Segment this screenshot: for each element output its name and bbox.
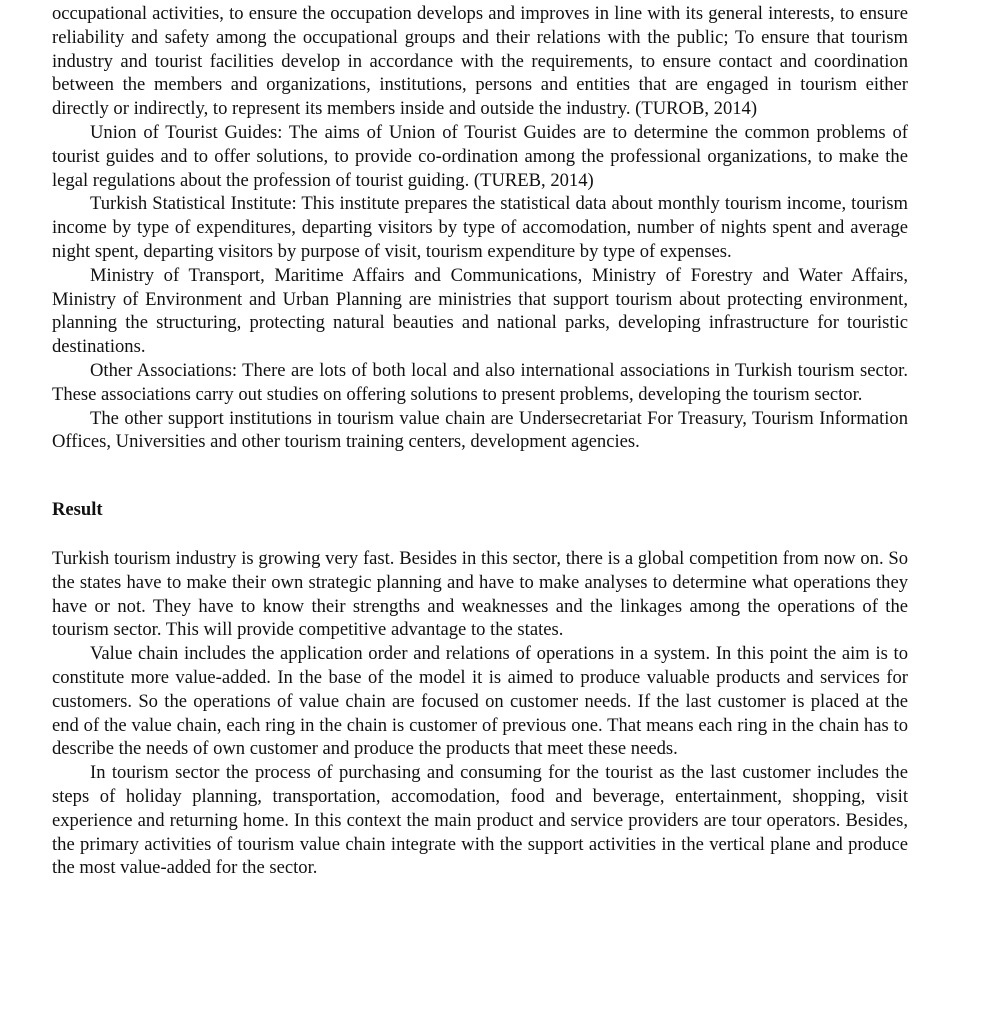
paragraph-other-associations: Other Associations: There are lots of both local and also international associations in Turkish tourism sector. These associations carry out studies on offering solutions to present problems, developing the tourism sector.	[52, 359, 908, 405]
paragraph-continuation: occupational activities, to ensure the occupation develops and improves in line with its general interests, to ensure reliability and safety among the occupational groups and their relations with the public; To ensure that tourism industry and tourist facilities develop in accordance with the requirements, to ensure contact and coordination between the members and organizations, institutions, persons and entities that are engaged in tourism either directly or indirectly, to represent its members inside and outside the industry. (TUROB, 2014)	[52, 3, 908, 120]
paragraph-ministries: Ministry of Transport, Maritime Affairs and Communications, Ministry of Forestry and Water Affairs, Ministry of Environment and Urban Planning are ministries that support tourism about protecting environment, planning the structuring, protecting natural beauties and national parks, developing infrastructure for touristic destinations.	[52, 264, 908, 358]
document-page	[52, 2, 908, 880]
paragraph-result-3: In tourism sector the process of purchasing and consuming for the tourist as the last customer includes the steps of holiday planning, transportation, accomodation, food and beverage, entertainment, shopping, visit experience and returning home. In this context the main product and service providers are tour operators. Besides, the primary activities of tourism value chain integrate with the support activities in the vertical plane and produce the most value-added for the sector.	[52, 762, 908, 879]
paragraph-other-support-institutions: The other support institutions in tourism value chain are Undersecretariat For Treasury, Tourism Information Offices, Universities and other tourism training centers, development agencies.	[52, 407, 908, 453]
paragraph-result-1: Turkish tourism industry is growing very fast. Besides in this sector, there is a global competition from now on. So the states have to make their own strategic planning and have to make analyses to determine what operations they have or not. They have to know their strengths and weaknesses and the linkages among the operations of the tourism sector. This will provide competitive advantage to the states.	[52, 547, 908, 641]
paragraph-union-of-tourist-guides: Union of Tourist Guides: The aims of Union of Tourist Guides are to determine the common problems of tourist guides and to offer solutions, to provide co-ordination among the professional organizations, to make the legal regulations about the profession of tourist guiding. (TUREB, 2014)	[52, 121, 908, 191]
paragraph-turkish-statistical-institute: Turkish Statistical Institute: This institute prepares the statistical data about monthly tourism income, tourism income by type of expenditures, departing visitors by type of accomodation, number of nights spent and average night spent, departing visitors by purpose of visit, tourism expenditure by type of expenses.	[52, 193, 908, 262]
paragraph-result-2: Value chain includes the application order and relations of operations in a system. In this point the aim is to constitute more value-added. In the base of the model it is aimed to produce valuable products and services for customers. So the operations of value chain are focused on customer needs. If the last customer is placed at the end of the value chain, each ring in the chain is customer of previous one. That means each ring in the chain has to describe the needs of own customer and produce the products that meet these needs.	[52, 643, 908, 760]
section-heading-result: Result	[52, 499, 103, 521]
